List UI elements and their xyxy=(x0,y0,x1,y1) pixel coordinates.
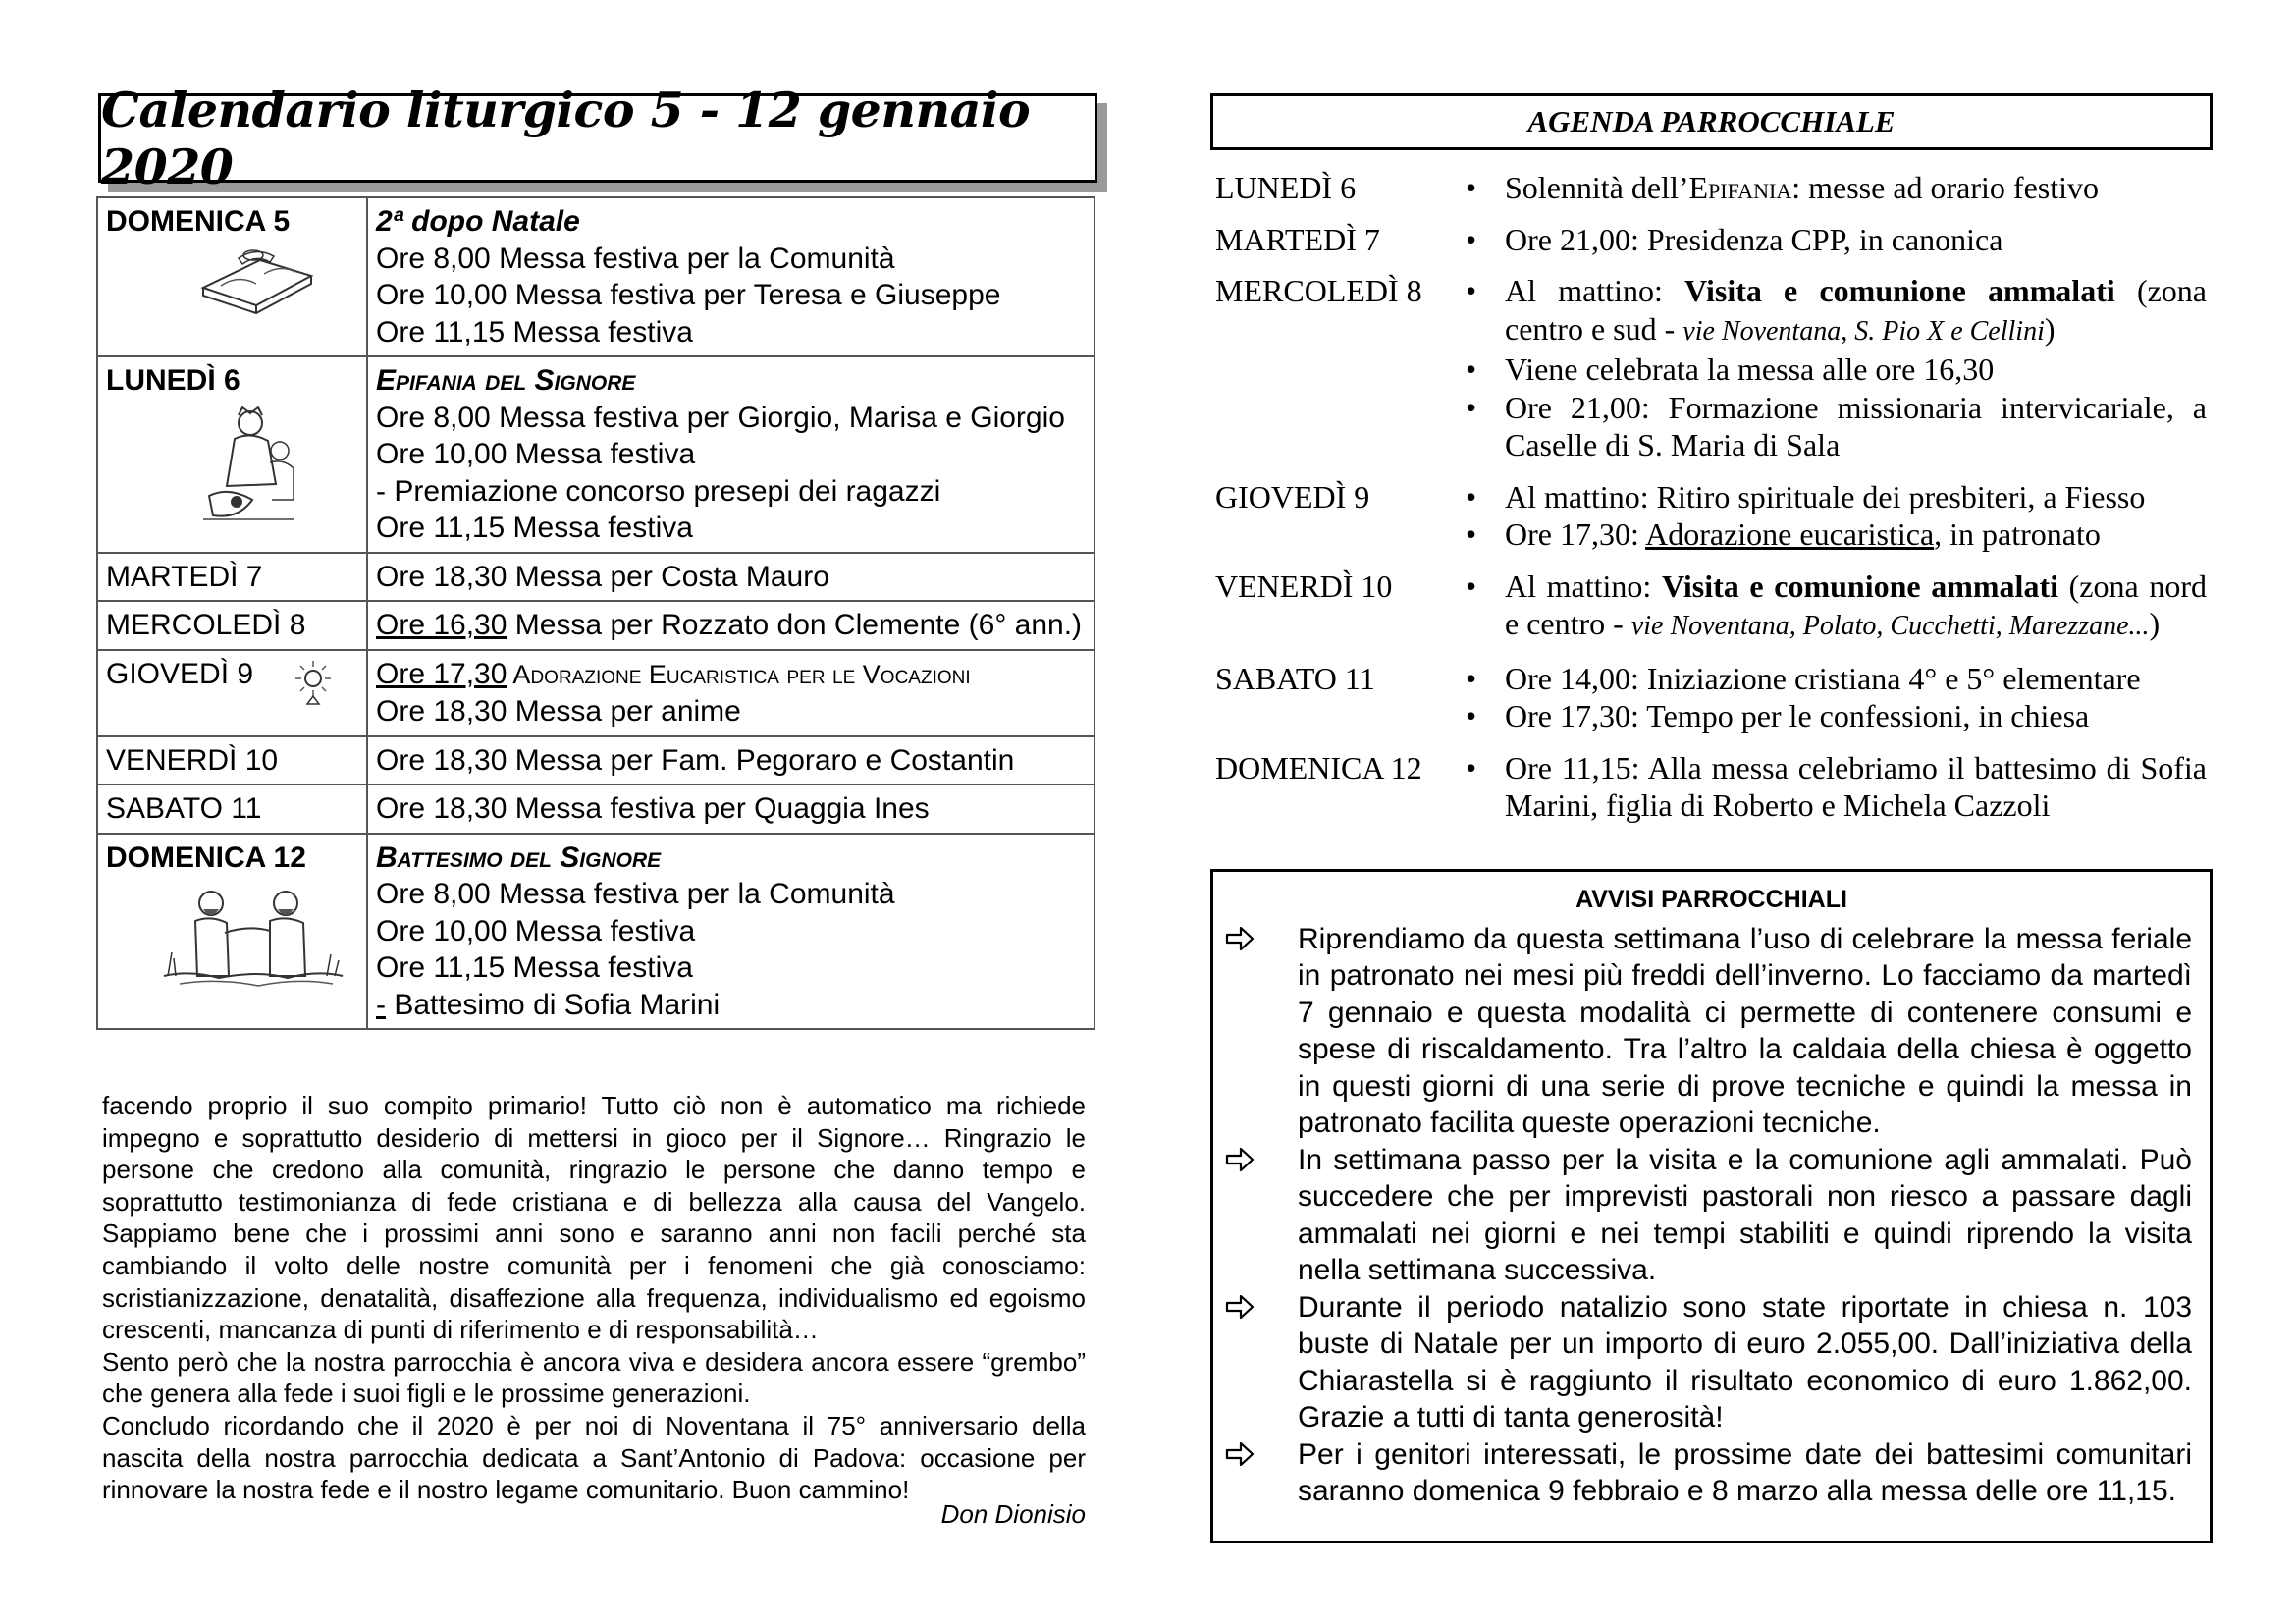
event-line: Ore 18,30 Messa per Costa Mauro xyxy=(376,560,829,593)
day-cell xyxy=(97,736,367,785)
day-cell xyxy=(97,197,367,356)
agenda-item: • Al mattino: Visita e comunione ammalati (zona centro e sud - vie Noventana, S. Pio X e Cellini) xyxy=(1456,272,2207,351)
event-line: Ore 10,00 Messa festiva per Teresa e Giuseppe xyxy=(376,279,1001,311)
agenda-item: • Ore 21,00: Presidenza CPP, in canonica xyxy=(1456,221,2207,259)
agenda-items xyxy=(1456,169,2207,207)
day-cell xyxy=(97,553,367,602)
baptism-of-jesus-icon xyxy=(160,882,347,992)
magi-nativity-icon xyxy=(199,406,297,523)
agenda-day: GIOVEDÌ 9 xyxy=(1215,478,1370,514)
notices-list xyxy=(1213,921,2210,1510)
event-line: - Battesimo di Sofia Marini xyxy=(376,988,721,1021)
highlight-text: Premiazione concorso presepi dei ragazzi xyxy=(394,474,941,508)
day-label: MERCOLEDÌ 8 xyxy=(106,609,306,641)
agenda-day: LUNEDÌ 6 xyxy=(1215,170,1357,205)
agenda-row xyxy=(1215,660,2207,735)
event-line: Ore 18,30 Messa festiva per Quaggia Ines xyxy=(376,792,930,825)
open-book-icon xyxy=(199,246,315,320)
agenda-row xyxy=(1215,221,2207,259)
letter-paragraph: facendo proprio il suo compito primario! Tutto ciò non è automatico ma richiede impegno e soprattutto desiderio di mettersi in gioco per il Signore… Ringrazio le persone che credono alla comunità, ringrazio le persone che danno tempo e soprattutto testimonianza di fede cristiana e di bellezza alla causa del Vangelo. Sappiamo bene che i prossimi anni sono e saranno anni non facili perché sta cambiando il volto delle nostre comunità per i fenomeni che già conosciamo: scristianizzazione, denatalità, disaffezione alla frequenza, individualismo ed egoismo crescenti, mancanza di punti di riferimento e di responsabilità… xyxy=(102,1091,1086,1345)
event-text: Messa per Rozzato don Clemente (6° ann.) xyxy=(507,609,1083,641)
event-line: Ore 8,00 Messa festiva per la Comunità xyxy=(376,878,895,910)
agenda-item: • Ore 21,00: Formazione missionaria intervicariale, a Caselle di S. Maria di Sala xyxy=(1456,389,2207,464)
event-line: Ore 18,30 Messa per Fam. Pegoraro e Costantin xyxy=(376,743,1015,777)
agenda-row xyxy=(1215,478,2207,554)
agenda-item: • Ore 11,15: Alla messa celebriamo il battesimo di Sofia Marini, figlia di Roberto e Michela Cazzoli xyxy=(1456,749,2207,825)
agenda-day: VENERDÌ 10 xyxy=(1215,568,1393,604)
agenda-item: • Ore 17,30: Tempo per le confessioni, in chiesa xyxy=(1456,697,2207,735)
calendar-title: Calendario liturgico 5 - 12 gennaio 2020 xyxy=(101,81,1031,195)
table-row xyxy=(97,553,1095,602)
event-line: Ore 8,00 Messa festiva per la Comunità xyxy=(376,242,895,275)
agenda-row xyxy=(1215,568,2207,646)
arrow-right-icon xyxy=(1225,1146,1255,1173)
feast-name: 2ª dopo Natale xyxy=(376,205,580,238)
event-line: - Premiazione concorso presepi dei ragazzi xyxy=(376,474,941,508)
day-label: LUNEDÌ 6 xyxy=(106,364,240,397)
calendar-title-box xyxy=(98,81,1097,195)
events-cell xyxy=(367,650,1095,736)
events-cell xyxy=(367,356,1095,553)
day-label: MARTEDÌ 7 xyxy=(106,560,263,593)
agenda-items xyxy=(1456,478,2207,554)
notices-title: AVVISI PARROCCHIALI xyxy=(1575,886,1847,913)
event-time: Ore 17,30 xyxy=(376,657,507,690)
table-row xyxy=(97,601,1095,650)
day-label: SABATO 11 xyxy=(106,792,262,825)
agenda-day: SABATO 11 xyxy=(1215,660,1375,696)
letter-paragraph: Sento però che la nostra parrocchia è ancora viva e desidera ancora essere “grembo” che genera alla fede i suoi figli e le prossime generazioni. xyxy=(102,1346,1086,1409)
arrow-right-icon xyxy=(1225,1293,1255,1321)
table-row xyxy=(97,197,1095,356)
agenda-row xyxy=(1215,749,2207,825)
agenda-list xyxy=(1215,169,2207,839)
day-label: VENERDÌ 10 xyxy=(106,743,279,777)
notice-item: Per i genitori interessati, le prossime date dei battesimi comunitari saranno domenica 9 febbraio e 8 marzo alla messa delle ore 11,15. xyxy=(1213,1436,2192,1510)
day-label: DOMENICA 12 xyxy=(106,840,306,874)
parish-letter xyxy=(102,1090,1086,1506)
highlight-text: Battesimo di Sofia Marini xyxy=(394,988,721,1021)
agenda-items xyxy=(1456,272,2207,464)
events-cell xyxy=(367,197,1095,356)
agenda-item: • Ore 14,00: Iniziazione cristiana 4° e 5° elementare xyxy=(1456,660,2207,698)
day-cell xyxy=(97,650,367,736)
agenda-item: • Ore 17,30: Adorazione eucaristica, in patronato xyxy=(1456,515,2207,554)
table-row xyxy=(97,650,1095,736)
events-cell xyxy=(367,834,1095,1030)
agenda-item: • Solennità dell’Epifania: messe ad orario festivo xyxy=(1456,169,2207,207)
arrow-right-icon xyxy=(1225,925,1255,952)
agenda-item: • Viene celebrata la messa alle ore 16,30 xyxy=(1456,351,2207,389)
agenda-items xyxy=(1456,221,2207,259)
agenda-row xyxy=(1215,169,2207,207)
table-row xyxy=(97,736,1095,785)
liturgical-calendar-table xyxy=(96,196,1095,1030)
events-cell xyxy=(367,736,1095,785)
table-row xyxy=(97,785,1095,834)
table-row xyxy=(97,356,1095,553)
agenda-item: • Al mattino: Visita e comunione ammalati (zona nord e centro - vie Noventana, Polato, Cucchetti, Marezzane...) xyxy=(1456,568,2207,646)
events-cell xyxy=(367,785,1095,834)
day-label: DOMENICA 5 xyxy=(106,205,291,238)
agenda-items xyxy=(1456,749,2207,825)
day-cell xyxy=(97,601,367,650)
agenda-item: • Al mattino: Ritiro spirituale dei presbiteri, a Fiesso xyxy=(1456,478,2207,516)
feast-name: Epifania del Signore xyxy=(376,364,636,397)
events-cell xyxy=(367,601,1095,650)
arrow-right-icon xyxy=(1225,1440,1255,1468)
agenda-day: MERCOLEDÌ 8 xyxy=(1215,273,1422,308)
feast-name: Battesimo del Signore xyxy=(376,840,662,874)
event-line xyxy=(376,607,1086,644)
events-cell xyxy=(367,553,1095,602)
agenda-title: AGENDA PARROCCHIALE xyxy=(1210,93,2213,150)
event-line: Ore 11,15 Messa festiva xyxy=(376,951,693,984)
day-cell xyxy=(97,834,367,1030)
letter-paragraph: Concludo ricordando che il 2020 è per noi di Noventana il 75° anniversario della nascita della nostra parrocchia dedicata a Sant’Antonio di Padova: occasione per rinnovare la nostra fede e il nostro legame comunitario. Buon cammino! xyxy=(102,1410,1086,1505)
agenda-day: DOMENICA 12 xyxy=(1215,749,1422,785)
event-line: Ore 18,30 Messa per anime xyxy=(376,695,741,728)
notice-item: Riprendiamo da questa settimana l’uso di celebrare la messa feriale in patronato nei mesi più freddi dell’inverno. Lo facciamo da martedì 7 gennaio e questa modalità ci permette di contenere consumi e spese di riscaldamento. Tra l’altro la caldaia della chiesa è oggetto in questi giorni di una serie di prove tecniche e quindi la messa in patronato facilita queste operazioni tecniche. xyxy=(1213,921,2192,1142)
event-text: Adorazione Eucaristica per le Vocazioni xyxy=(507,659,971,689)
notice-item: In settimana passo per la visita e la comunione agli ammalati. Può succedere che per imprevisti pastorali non riesco a passare dagli ammalati nei giorni e nei tempi stabiliti e quindi riprendo la visita nella settimana successiva. xyxy=(1213,1142,2192,1289)
agenda-day: MARTEDÌ 7 xyxy=(1215,221,1380,257)
day-cell xyxy=(97,356,367,553)
parish-notices-box xyxy=(1210,869,2213,1543)
table-row xyxy=(97,834,1095,1030)
event-time: Ore 16,30 xyxy=(376,609,507,641)
agenda-items xyxy=(1456,568,2207,646)
monstrance-icon xyxy=(290,659,337,706)
event-line: Ore 8,00 Messa festiva per Giorgio, Marisa e Giorgio xyxy=(376,401,1065,434)
event-line: Ore 10,00 Messa festiva xyxy=(376,438,696,470)
notice-item: Durante il periodo natalizio sono state riportate in chiesa n. 103 buste di Natale per un importo di euro 2.055,00. Dall’iniziativa della Chiarastella si è raggiunto il risultato economico di euro 1.862,00. Grazie a tutti di tanta generosità! xyxy=(1213,1289,2192,1436)
day-cell xyxy=(97,785,367,834)
agenda-row xyxy=(1215,272,2207,464)
agenda-items xyxy=(1456,660,2207,735)
event-line: Ore 11,15 Messa festiva xyxy=(376,512,693,544)
event-line: Ore 11,15 Messa festiva xyxy=(376,315,693,349)
event-line: Ore 10,00 Messa festiva xyxy=(376,914,696,947)
day-label: GIOVEDÌ 9 xyxy=(106,657,254,690)
letter-signature: Don Dionisio xyxy=(940,1499,1086,1529)
event-line xyxy=(376,656,1086,694)
